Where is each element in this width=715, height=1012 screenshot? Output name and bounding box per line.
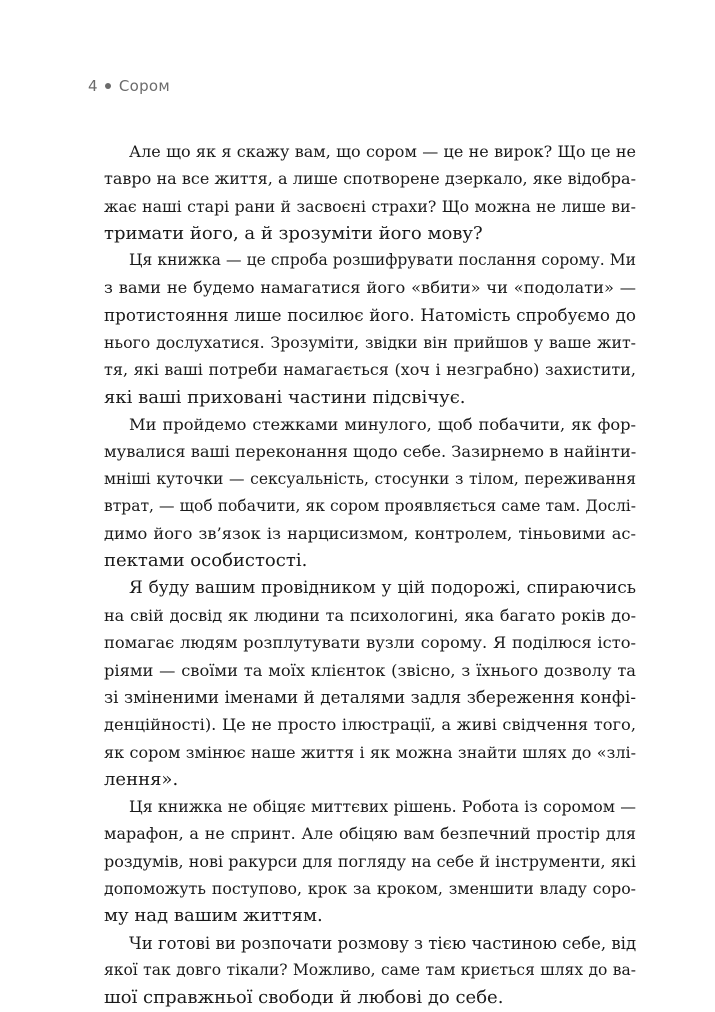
text-line: втрат, — щоб побачити, як сором проявляється саме там. Дослі-	[104, 496, 636, 515]
text-line: зі зміненими іменами й деталями задля збереження конфі-	[104, 686, 636, 707]
text-line: тя, які ваші потреби намагається (хоч і незграбно) захистити,	[104, 360, 636, 380]
text-line: пектами особистості.	[104, 550, 308, 572]
text-line: нього дослухатися. Зрозуміти, звідки він прийшов у ваше жит-	[104, 333, 636, 353]
paragraph	[104, 930, 636, 1012]
text-line: протистояння лише посилює його. Натомість спробуємо до	[104, 304, 636, 325]
page-number: 4	[88, 77, 98, 95]
chapter-title: Сором	[118, 77, 171, 95]
text-line: му над вашим життям.	[104, 905, 323, 927]
text-line: Я буду вашим провідником у цій подорожі, спираючись	[129, 577, 636, 598]
text-line: ріями — своїми та моїх клієнток (звісно, з їхнього дозволу та	[104, 660, 636, 680]
paragraph	[104, 247, 636, 411]
text-line: шої справжньої свободи й любові до себе.	[104, 987, 504, 1009]
running-header	[88, 77, 170, 95]
text-line: жає наші старі рани й засвоєні страхи? Що можна не лише ви-	[104, 196, 636, 216]
text-line: лення».	[104, 768, 179, 790]
text-line: Ми пройдемо стежками минулого, щоб побачити, як фор-	[129, 414, 636, 434]
text-line: якої так довго тікали? Можливо, саме там криється шлях до ва-	[104, 960, 636, 979]
text-line: Ця книжка не обіцяє миттєвих рішень. Робота із соромом —	[129, 797, 636, 817]
text-line: як сором змінює наше життя і як можна знайти шлях до «злі-	[104, 742, 636, 762]
text-line: мніші куточки — сексуальність, стосунки з тілом, переживання	[104, 469, 636, 488]
text-line: помагає людям розплутувати вузли сорому. Я поділюся істо-	[104, 633, 636, 653]
text-line: на свій досвід як людини та психологині, яка багато років до-	[104, 606, 636, 626]
body-text	[104, 138, 636, 1012]
text-line: тавро на все життя, а лише спотворене дзеркало, яке відобра-	[104, 169, 636, 189]
paragraph	[104, 793, 636, 929]
text-line: допоможуть поступово, крок за кроком, зменшити владу соро-	[104, 879, 636, 899]
bullet-separator-icon	[105, 83, 111, 89]
text-line: Але що як я скажу вам, що сором — це не вирок? Що це не	[129, 142, 636, 161]
text-line: мувалися ваші переконання щодо себе. Зазирнемо в найінти-	[104, 442, 636, 462]
text-line: денційності). Це не просто ілюстрації, а живі свідчення того,	[104, 715, 636, 735]
text-line: роздумів, нові ракурси для погляду на себе й інструменти, які	[104, 851, 636, 871]
text-line: які ваші приховані частини підсвічує.	[104, 386, 466, 408]
text-line: марафон, а не спринт. Але обіцяю вам безпечний простір для	[104, 824, 636, 844]
paragraph	[104, 411, 636, 575]
text-line: димо його зв’язок із нарцисизмом, контролем, тіньовими ас-	[104, 524, 636, 544]
paragraph	[104, 138, 636, 247]
text-line: з вами не будемо намагатися його «вбити» чи «подолати» —	[104, 278, 636, 298]
paragraph	[104, 575, 636, 793]
text-line: Ця книжка — це спроба розшифрувати послання сорому. Ми	[129, 251, 636, 270]
text-line: Чи готові ви розпочати розмову з тією частиною себе, від	[129, 933, 636, 953]
text-line: тримати його, а й зрозуміти його мову?	[104, 222, 483, 244]
